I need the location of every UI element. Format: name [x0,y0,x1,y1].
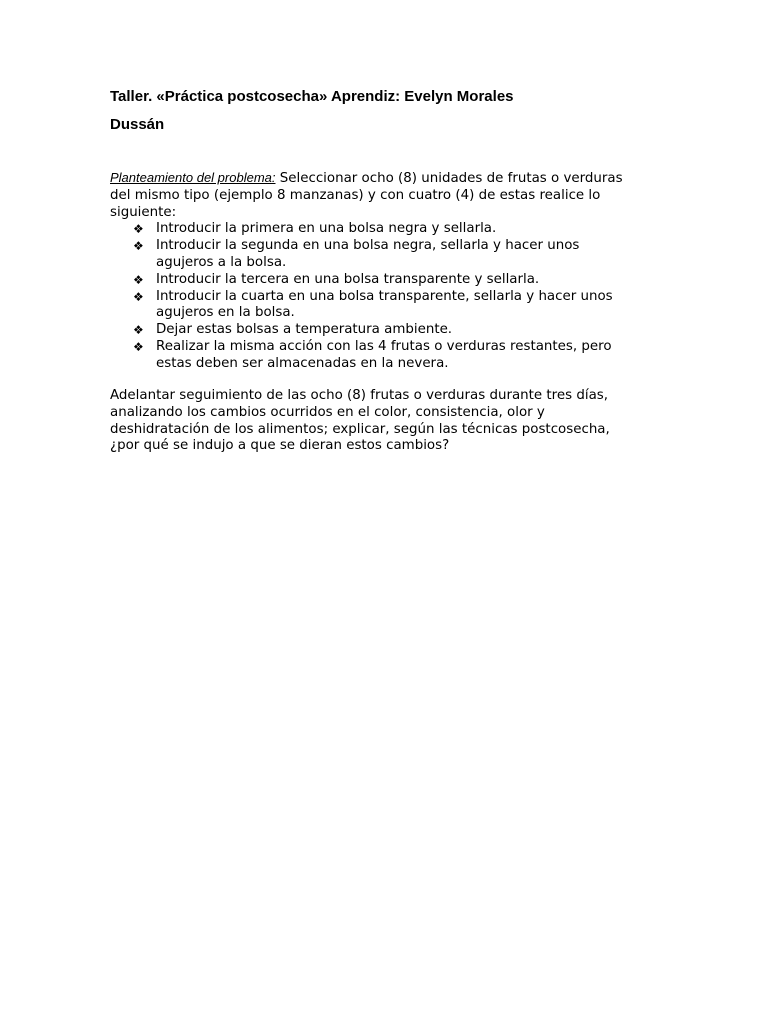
diamond-bullet-icon: ❖ [133,289,144,304]
list-item [110,238,670,272]
problem-label: Planteamiento del problema: [110,170,276,185]
list-item-line: Dejar estas bolsas a temperatura ambiente. [156,322,453,338]
list-item [110,272,670,289]
list-item-line: Realizar la misma acción con las 4 frutas o verduras restantes, pero [156,338,612,354]
followup-line: analizando los cambios ocurridos en el color, consistencia, olor y [110,404,545,420]
list-item-line: Introducir la primera en una bolsa negra y sellarla. [156,221,497,237]
diamond-bullet-icon: ❖ [133,323,144,338]
document-title-line-2: Dussán [110,116,165,133]
list-item [110,289,670,323]
problem-text-line-2: del mismo tipo (ejemplo 8 manzanas) y con cuatro (4) de estas realice lo [110,187,601,203]
list-item-line: Introducir la segunda en una bolsa negra, sellarla y hacer unos [156,238,580,254]
list-item [110,322,670,339]
problem-statement [110,170,670,373]
diamond-bullet-icon: ❖ [133,272,144,287]
followup-line: Adelantar seguimiento de las ocho (8) frutas o verduras durante tres días, [110,388,609,403]
diamond-bullet-icon: ❖ [133,239,144,254]
list-item [110,221,670,238]
followup-paragraph [110,388,670,455]
problem-first-line [110,170,670,188]
list-item-line: Introducir la cuarta en una bolsa transparente, sellarla y hacer unos [156,288,613,304]
diamond-bullet-icon: ❖ [133,339,144,354]
followup-line: deshidratación de los alimentos; explicar, según las técnicas postcosecha, [110,421,610,437]
problem-text-line-3: siguiente: [110,204,177,220]
list-item-line: Introducir la tercera en una bolsa transparente y sellarla. [156,271,540,287]
list-item-line: agujeros a la bolsa. [156,254,287,270]
list-item-line: agujeros en la bolsa. [156,305,295,321]
diamond-bullet-icon: ❖ [133,222,144,237]
document-title-line-1: Taller. «Práctica postcosecha» Aprendiz: Evelyn Morales [110,88,514,105]
list-item [110,339,670,373]
problem-text-line-1: Seleccionar ocho (8) unidades de frutas o verduras [275,171,623,186]
list-item-line: estas deben ser almacenadas en la nevera. [156,355,449,371]
followup-line: ¿por qué se indujo a que se dieran estos cambios? [110,438,450,454]
instruction-list [110,221,670,372]
